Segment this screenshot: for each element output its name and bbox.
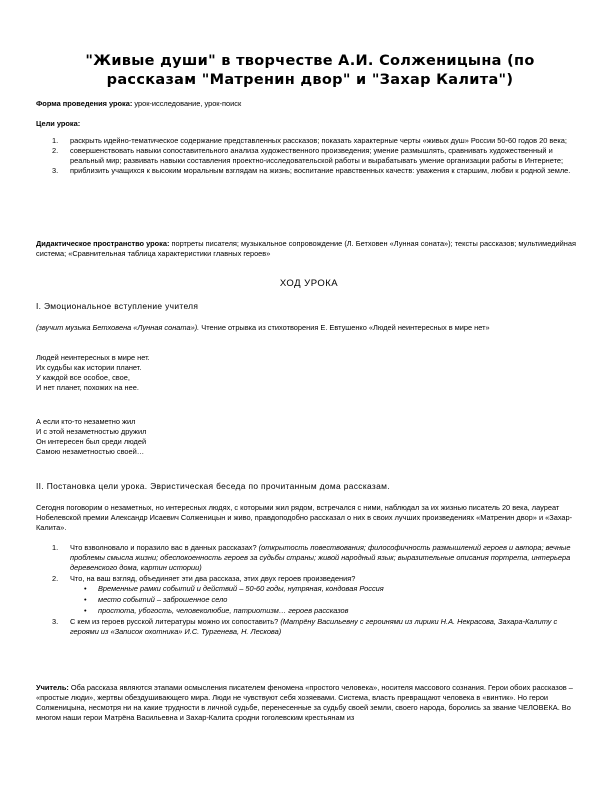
question-text: С кем из героев русской литературы можно их сопоставить? [70,617,281,626]
goal-item [52,146,578,166]
goal-item [52,136,578,146]
questions-list [52,543,578,638]
lesson-form-value: урок-исследование, урок-поиск [132,99,242,108]
question-answer: (Матрёну Васильевну с героинями из лирики Н.А. Некрасова, Захара-Калиту с героями из «Записок охотника» И.С. Тургенева, Н. Лескова) [70,617,558,636]
section2-title: II. Постановка цели урока. Эвристическая беседа по прочитанным дома рассказам. [36,481,390,491]
teacher-paragraph [36,683,582,723]
section1-title: I. Эмоциональное вступление учителя [36,301,199,311]
section1-note-rest: Чтение отрывка из стихотворения Е. Евтушенко «Людей неинтересных в мире нет» [199,323,490,332]
lesson-progress-heading: ХОД УРОКА [279,278,339,289]
page-title: "Живые души" в творчестве А.И. Солженицына (по рассказам "Матренин двор" и "Захар Калита") [85,53,535,88]
poem-line: И нет планет, похожих на нее. [36,383,139,392]
goal-number: 3. [52,166,59,175]
goal-number: 2. [52,146,59,155]
poem-stanza-1 [36,353,336,393]
goal-text: приблизить учащихся к высоким моральным взглядам на жизнь; воспитание нравственных качеств: уважения к старшим, любви к родной земле. [70,166,571,175]
question-item [52,543,578,573]
lesson-form-label: Форма проведения урока: [36,99,133,108]
didactic-label: Дидактическое пространство урока: [36,239,170,248]
question-number: 1. [52,543,59,552]
poem-line: У каждой все особое, свое, [36,373,130,382]
question-number: 2. [52,574,59,583]
lesson-form [36,99,582,109]
section1-note-italic: (звучит музыка Бетховена «Лунная соната»). [36,323,200,332]
poem-line: Он интересен был среди людей [36,437,147,446]
poem-line: А если кто-то незаметно жил [36,417,136,426]
answer-bullets [70,584,578,616]
answer-bullet: • Временные рамки событий и действий – 50-60 годы, нутряная, кондовая Россия [96,584,578,594]
didactic-value: портреты писателя; музыкальное сопровождение (Л. Бетховен «Лунная соната»); тексты рассказов; мультимедийная система; «Сравнительная таблица характеристики главных героев» [36,239,576,258]
goals-label: Цели урока: [36,119,81,128]
question-number: 3. [52,617,59,626]
section2-intro: Сегодня поговорим о незаметных, но интересных людях, с которыми жил рядом, встречался с ними, наблюдал за их жизнью писатель 20 века, лауреат Нобелевской премии Александр Исаевич Солженицын и живо, правдоподобно рассказал о них в своих лучших произведениях «Матренин двор» и «Захар-Калита». [36,503,573,532]
question-item [52,617,578,637]
answer-bullet: • место событий – заброшенное село [96,595,578,605]
goal-text: совершенствовать навыки сопоставительного анализа художественного произведения; умение размышлять, сравнивать художественный и реальный мир; развивать навыки составления проектно-исследовательской работы и вырабатывать умение организации работы в Интернете; [70,146,564,165]
goal-number: 1. [52,136,59,145]
teacher-label: Учитель: [36,683,69,692]
didactic-space [36,239,582,259]
poem-line: Их судьбы как истории планет. [36,363,142,372]
goal-item [52,166,578,176]
goal-text: раскрыть идейно-тематическое содержание представленных рассказов; показать характерные черты «живых душ» России 50-60 годов 20 века; [70,136,567,145]
question-answer: (открытость повествования; философичность размышлений героев и автора; вечные проблемы смысла жизни; обеспокоенность героев за судьбы страны; живой народный язык; выразительные описания портрета, интерьера деревенского дома, картин истории) [70,543,571,572]
poem-line: Самою незаметностью своей… [36,447,145,456]
question-text: Что, на ваш взгляд, объединяет эти два рассказа, этих двух героев произведения? [70,574,356,583]
poem-stanza-2 [36,417,336,457]
teacher-text: Оба рассказа являются этапами осмысления писателем феномена «простого человека», носителя массового сознания. Герои обоих рассказов – «простые люди», жертвы обездушивающего мира. Люди не чувствуют себя хозяевами. Система, власть превращают человека в «винтик». Но герои Солженицына, несмотря ни на какие трудности в личной судьбе, перенесенные за судьбу своей земли, своего народа, боролись за звание ЧЕЛОВЕКА. Во многом наши герои Матрёна Васильевна и Захар-Калита сродни гоголевским крестьянам из [36,683,573,722]
question-text: Что взволновало и поразило вас в данных рассказах? [70,543,259,552]
answer-bullet: • простота, убогость, человеколюбие, патриотизм… героев рассказов [96,606,578,616]
section1-note [36,323,582,333]
goals-list [52,136,578,176]
poem-line: И с этой незаметностью дружил [36,427,147,436]
question-item [52,574,578,616]
poem-line: Людей неинтересных в мире нет. [36,353,150,362]
